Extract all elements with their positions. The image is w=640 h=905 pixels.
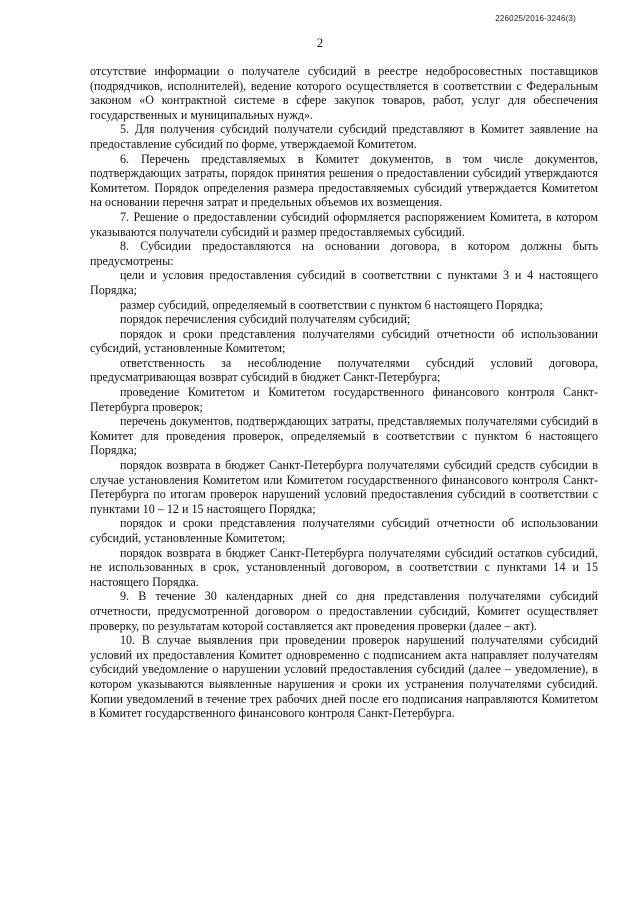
paragraph: порядок перечисления субсидий получателям субсидий; [120,312,411,327]
paragraph: 8. Субсидии предоставляются на основании договора, в котором должны быть предусмотрены: [90,239,598,268]
paragraph: порядок и сроки представления получателями субсидий отчетности об использовании субсидий, установленные Комитетом; [90,326,598,356]
document-number: 226025/2016-3246(3) [495,14,576,23]
paragraph: размер субсидий, определяемый в соответствии с пунктом 6 настоящего Порядка; [120,297,543,312]
paragraph: 5. Для получения субсидий получатели субсидий представляют в Комитет заявление на предоставление субсидий по форме, утверждаемой Комитетом. [90,122,598,151]
paragraph: проведение Комитетом и Комитетом государственного финансового контроля Санкт-Петербурга проверок; [90,385,598,414]
paragraph: отсутствие информации о получателе субсидий в реестре недобросовестных поставщиков (подрядчиков, исполнителей), ведение которого осуществляется в соответствии с Федеральным законом «О контрактной системе в сфере закупок товаров, работ, услуг для обеспечения государственных и муниципальных нужд». [90,64,598,122]
document-body [90,64,598,721]
paragraph: цели и условия предоставления субсидий в соответствии с пунктами 3 и 4 настоящего Порядка; [90,268,598,297]
paragraph: 6. Перечень представляемых в Комитет документов, в том числе документов, подтверждающих затраты, порядок принятия решения о предоставлении субсидий утверждаются Комитетом. Порядок определения размера предоставляемых субсидий утверждается Комитетом на основании перечня затрат и предельных объемов их возмещения. [90,151,598,210]
paragraph: ответственность за несоблюдение получателями субсидий условий договора, предусматривающая возврат субсидий в бюджет Санкт-Петербурга; [90,355,598,385]
paragraph: порядок и сроки представления получателями субсидий отчетности об использовании субсидий, установленные Комитетом; [90,516,598,545]
page-number: 2 [316,36,324,50]
paragraph: перечень документов, подтверждающих затраты, представляемых получателями субсидий в Комитет для проведения проверок, определяемый в соответствии с пунктом 6 настоящего Порядка; [90,414,598,458]
paragraph: 9. В течение 30 календарных дней со дня представления получателями субсидий отчетности, предусмотренной договором о предоставлении субсидий, Комитет осуществляет проверку, по результатам которой составляется акт проведения проверки (далее – акт). [90,589,598,633]
paragraph: 7. Решение о предоставлении субсидий оформляется распоряжением Комитета, в котором указываются получатели субсидий и размер предоставляемых субсидий. [90,209,598,239]
paragraph: порядок возврата в бюджет Санкт-Петербурга получателями субсидий средств субсидии в случае установления Комитетом или Комитетом государственного финансового контроля Санкт-Петербурга по итогам проверок нарушений условий предоставления субсидий в соответствии с пунктами 10 – 12 и 15 настоящего Порядка; [90,458,598,516]
paragraph: 10. В случае выявления при проведении проверок нарушений получателями субсидий условий их предоставления Комитет одновременно с подписанием акта направляет получателям субсидий уведомление о нарушении условий предоставления субсидий (далее – уведомление), в котором указываются выявленные нарушения и сроки их устранения получателями субсидий. Копии уведомлений в течение трех рабочих дней после его подписания направляются Комитетом в Комитет государственного финансового контроля Санкт-Петербурга. [90,633,598,721]
paragraph: порядок возврата в бюджет Санкт-Петербурга получателями субсидий остатков субсидий, не использованных в срок, установленный договором, в соответствии с пунктами 14 и 15 настоящего Порядка. [90,545,598,589]
